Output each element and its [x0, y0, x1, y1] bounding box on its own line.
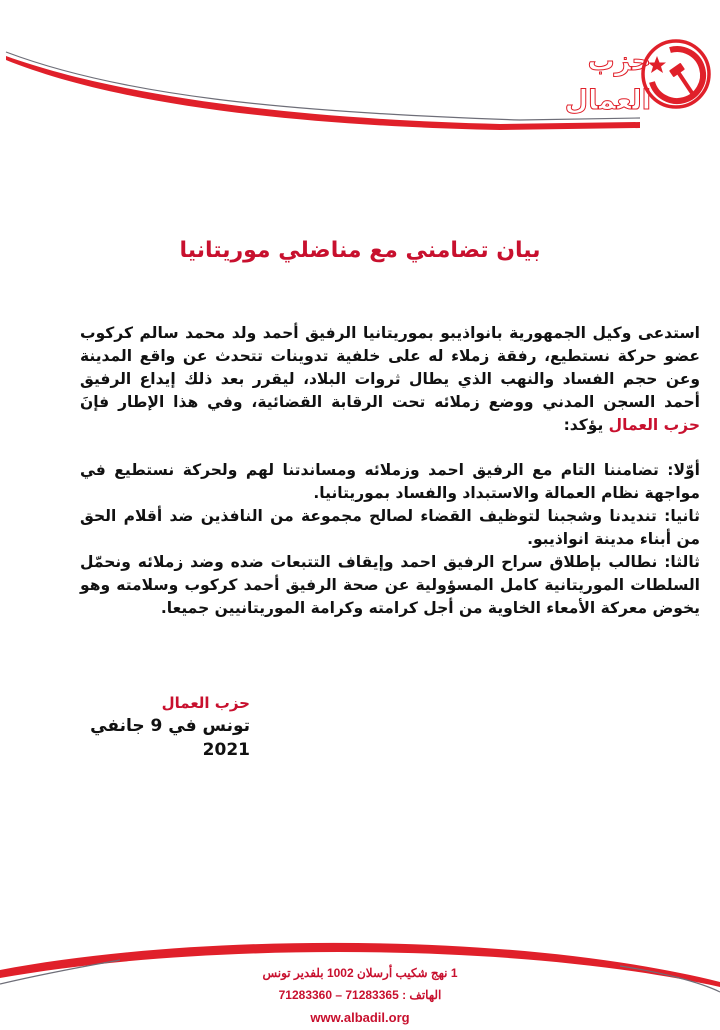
signature-block [80, 692, 250, 762]
intro-text: استدعى وكيل الجمهورية بانواذيبو بموريتانيا الرفيق أحمد ولد محمد سالم كركوب عضو حركة نستطيع، رفقة زملاء له على خلفية تدوينات تتحدث عن واقع المدينة وعن حجم الفساد والنهب الذي يطال ثروات البلاد، ليقرر بعد ذلك إيداع الرفيق أحمد السجن المدني ووضع زملائه تحت الرقابة القضائية، وفي هذا الإطار فإنَ [80, 324, 700, 411]
point-third: ثالثا: نطالب بإطلاق سراح الرفيق احمد وإيقاف التتبعات ضده وضد زملائه ونحمّل السلطات الموريتانية كامل المسؤولية عن صحة الرفيق أحمد كركوب وسلامته وهو يخوض معركة الأمعاء الخاوية من أجل كرامته وكرامة الموريتانيين جميعا. [80, 553, 700, 617]
logo-wordmark [564, 46, 651, 116]
star-hammer-sickle-icon [640, 38, 712, 110]
footer-website-link[interactable]: www.albadil.org [310, 1010, 410, 1025]
footer-contact [0, 962, 720, 1030]
intro-text-end: يؤكد: [563, 416, 609, 434]
document-body [80, 322, 700, 620]
point-second: ثانيا: تنديدنا وشجبنا لتوظيف القضاء لصالح مجموعة من النافذين ضد أقلام الحق من أبناء مدينة انواذيبو. [80, 507, 700, 548]
document-title: بيان تضامني مع مناضلي موريتانيا [179, 238, 541, 263]
party-logo [537, 22, 712, 122]
logo-line-1: حزب [587, 46, 651, 77]
logo-line-2: العمال [564, 85, 651, 116]
party-name-highlight: حزب العمال [608, 416, 700, 434]
signature-party: حزب العمال [161, 694, 250, 712]
footer-address: 1 نهج شكيب أرسلان 1002 بلفدير تونس [262, 966, 458, 980]
point-first: أوّلا: تضامننا التام مع الرفيق احمد وزملائه ومساندتنا لهم ولحركة نستطيع في مواجهة نظام العمالة والاستبداد والفساد بموريتانيا. [80, 461, 700, 502]
intro-paragraph [80, 322, 700, 437]
footer-phone: الهاتف : 71283365 – 71283360 [278, 988, 442, 1002]
signature-place-date: تونس في 9 جانفي 2021 [90, 716, 250, 760]
